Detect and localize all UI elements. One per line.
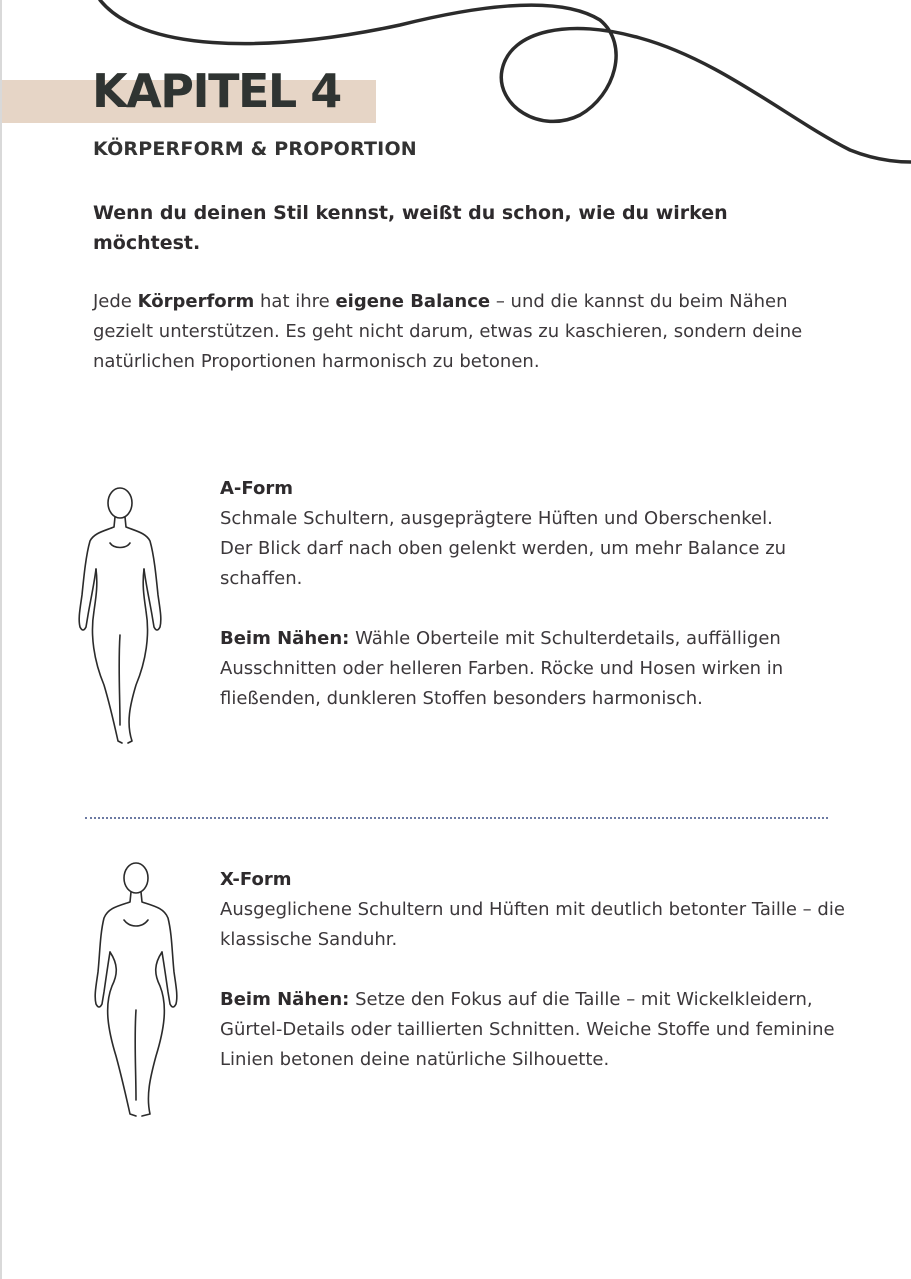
chapter-subtitle: KÖRPERFORM & PROPORTION <box>93 138 417 160</box>
intro-emphasis: Körperform <box>137 291 255 312</box>
section-x-form <box>220 865 850 1075</box>
intro-paragraph <box>93 287 833 377</box>
sewing-tip <box>220 624 850 714</box>
section-a-form <box>220 474 850 714</box>
section-description: Schmale Schultern, ausgeprägtere Hüften und Oberschenkel. <box>220 508 773 529</box>
intro-text: Jede <box>93 291 138 312</box>
sewing-tip-label: Beim Nähen: <box>220 628 350 649</box>
chapter-title: KAPITEL 4 <box>92 64 341 118</box>
a-shape-body-silhouette-icon <box>74 485 166 747</box>
sewing-tip-text: Wähle Oberteile mit Schulterdetails, auffälligen Ausschnitten oder helleren Farben. Röcke und Hosen wirken in fließenden, dunkleren Stoffen besonders harmonisch. <box>220 628 784 709</box>
section-description: Ausgeglichene Schultern und Hüften mit deutlich betonter Taille – die klassische Sanduhr. <box>220 899 845 950</box>
intro-text: hat ihre <box>254 291 336 312</box>
sewing-tip-label: Beim Nähen: <box>220 989 350 1010</box>
x-shape-body-silhouette-icon <box>90 860 182 1122</box>
intro-emphasis: eigene Balance <box>335 291 491 312</box>
section-heading: X-Form <box>220 869 292 890</box>
section-divider <box>85 817 828 819</box>
intro-text: – und die kannst du beim Nähen gezielt unterstützen. Es geht nicht darum, etwas zu kaschieren, sondern deine natürlichen Proportionen harmonisch zu betonen. <box>93 291 803 372</box>
sewing-tip-text: Setze den Fokus auf die Taille – mit Wickelkleidern, Gürtel-Details oder taillierten Schnitten. Weiche Stoffe und feminine Linien betonen deine natürliche Silhouette. <box>220 989 835 1070</box>
lead-paragraph: Wenn du deinen Stil kennst, weißt du schon, wie du wirken möchtest. <box>93 202 728 254</box>
section-description: Der Blick darf nach oben gelenkt werden, um mehr Balance zu schaffen. <box>220 538 787 589</box>
spacer <box>220 955 850 985</box>
sewing-tip <box>220 985 850 1075</box>
section-heading: A-Form <box>220 478 293 499</box>
spacer <box>220 594 850 624</box>
